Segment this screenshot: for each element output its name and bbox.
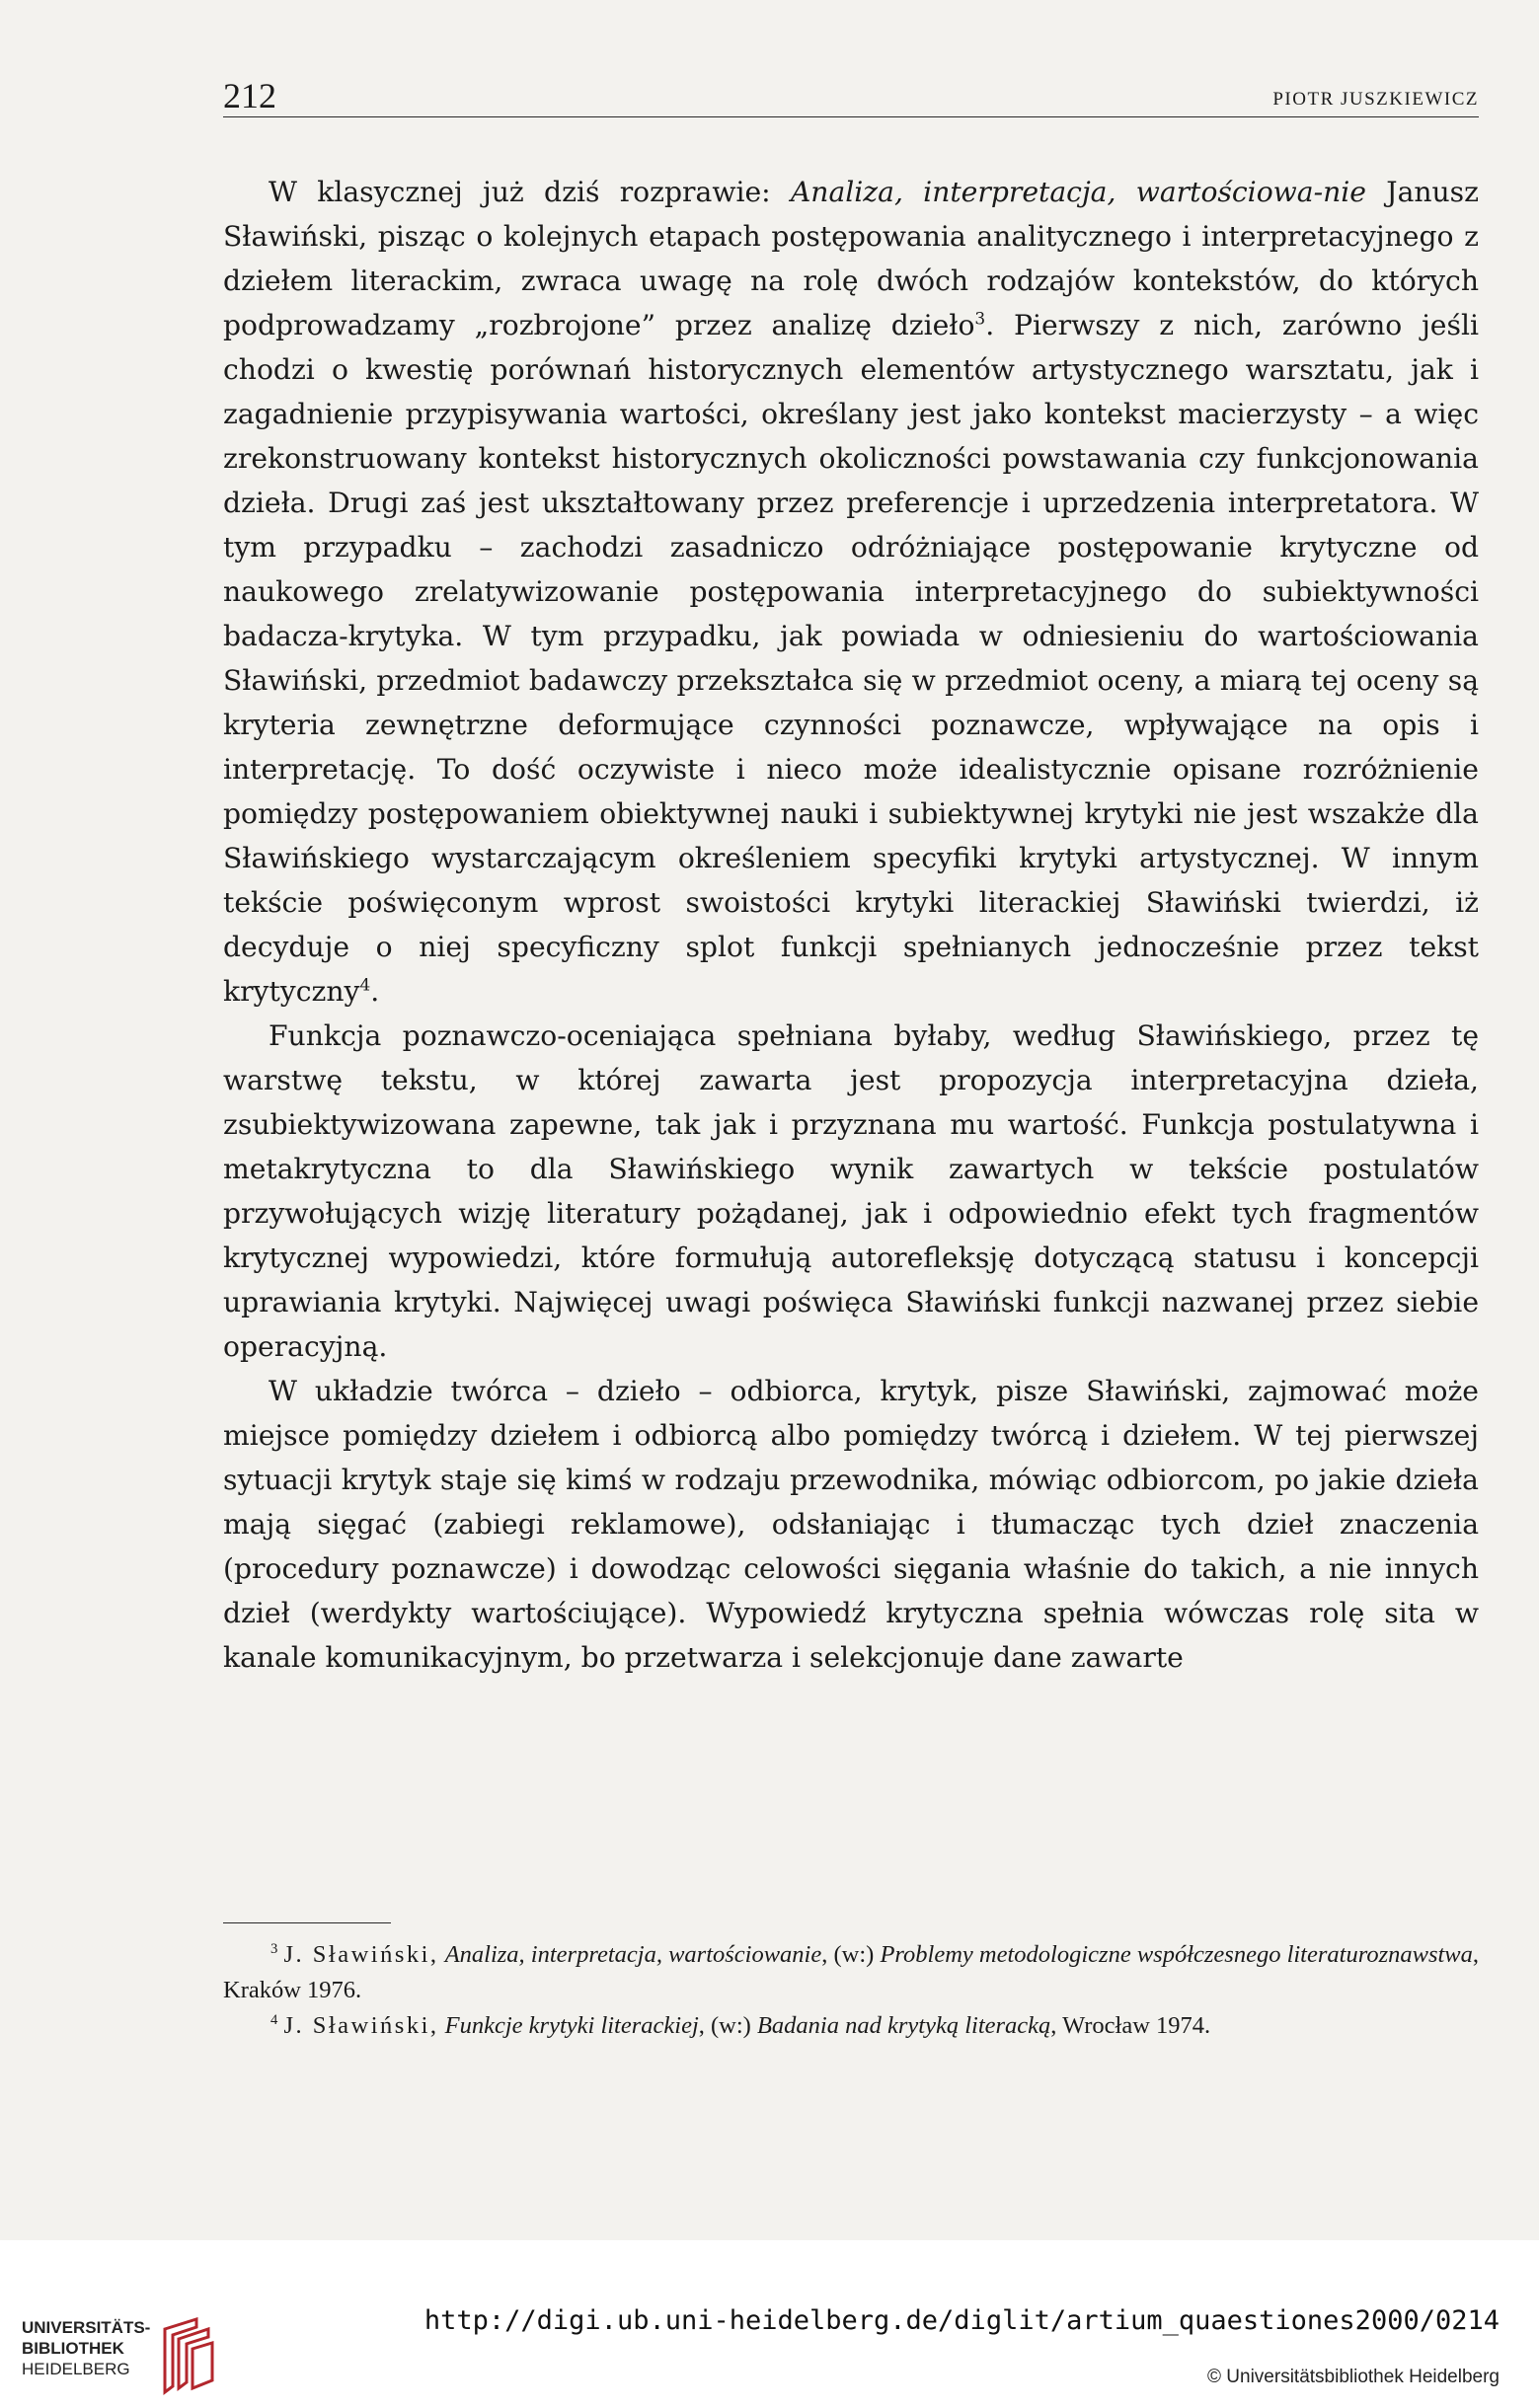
footnote-author: J. Sławiński,	[283, 1941, 439, 1968]
footnote-ref-3: 3	[974, 308, 986, 329]
footnote-title: Funkcje krytyki literackiej	[444, 2012, 699, 2039]
footnote-3	[223, 1937, 1479, 2008]
logo-line-3: HEIDELBERG	[22, 2360, 130, 2378]
page-header	[223, 71, 1479, 117]
logo-line-2: BIBLIOTHEK	[22, 2339, 124, 2358]
paragraph-3: W układzie twórca – dzieło – odbiorca, krytyk, pisze Sławiński, zajmować może miejsce pomiędzy dziełem i odbiorcą albo pomiędzy twórcą i dziełem. W tej pierwszej sytuacji krytyk staje się kimś w rodzaju przewodnika, mówiąc odbiorcom, po jakie dzieła mają sięgać (zabiegi reklamowe), odsłaniając i tłumacząc tych dzieł znaczenia (procedury poznawcze) i dowodząc celowości sięgania właśnie do takich, a nie innych dzieł (werdykty wartościujące). Wypowiedź krytyczna spełnia wówczas rolę sita w kanale komunikacyjnym, bo przetwarza i selekcjonuje dane zawarte	[223, 1375, 1479, 1674]
p1-text-b: Janusz Sławiński, pisząc o kolejnych etapach postępowania analitycznego i interpretacyjnego z dziełem literackim, zwraca uwagę na rolę dwóch rodzajów kontekstów, do których podprowadzamy „rozbrojone” przez analizę dzieło	[223, 176, 1479, 341]
p1-text-d: .	[370, 975, 380, 1008]
page-number: 212	[223, 76, 276, 115]
footnote-number: 4	[270, 2011, 278, 2028]
p1-text-c: . Pierwszy z nich, zarówno jeśli chodzi o kwestię porównań historycznych elementów artystycznego warsztatu, jak i zagadnienie przypisywania wartości, określany jest jako kontekst macierzysty – a więc zrekonstruowany kontekst historycznych okoliczności powstawania czy funkcjonowania dzieła. Drugi zaś jest ukształtowany przez preferencje i uprzedzenia interpretatora. W tym przypadku – zachodzi zasadniczo odróżniające postępowanie krytyczne od naukowego zrelatywizowanie postępowania interpretacyjnego do subiektywności badacza-krytyka. W tym przypadku, jak powiada w odniesieniu do wartościowania Sławiński, przedmiot badawczy przekształca się w przedmiot oceny, a miarą tej oceny są kryteria zewnętrzne deformujące czynności poznawcze, wpływające na opis i interpretację. To dość oczywiste i nieco może idealistycznie opisane rozróżnienie pomiędzy postępowaniem obiektywnej nauki i subiektywnej krytyki nie jest wszakże dla Sławińskiego wystarczającym określeniem specyfiki krytyki artystycznej. W innym tekście poświęconym wprost swoistości krytyki literackiej Sławiński twierdzi, iż decyduje o niej specyficzny splot funkcji spełnianych jednocześnie przez tekst krytyczny	[223, 309, 1479, 1008]
footnote-title: Analiza, interpretacja, wartościowanie	[444, 1941, 822, 1968]
p1-title-italic: Analiza, interpretacja, wartościowa-nie	[790, 176, 1366, 208]
footnotes	[223, 1937, 1479, 2044]
footnote-text: , (w:)	[698, 2012, 757, 2039]
paragraph-2: Funkcja poznawczo-oceniająca spełniana byłaby, według Sławińskiego, przez tę warstwę tekstu, w której zawarta jest propozycja interpretacyjna dzieła, zsubiektywizowana zapewne, tak jak i przyznana mu wartość. Funkcja postulatywna i metakrytyczna to dla Sławińskiego wynik zawartych w tekście postulatów przywołujących wizję literatury pożądanej, jak i odpowiednio efekt tych fragmentów krytycznej wypowiedzi, które formułują autorefleksję dotyczącą statusu i koncepcji uprawiania krytyki. Najwięcej uwagi poświęca Sławiński funkcji nazwanej przez siebie operacyjną.	[223, 1019, 1479, 1363]
footnote-ref-4: 4	[359, 974, 371, 995]
copyright-notice: © Universitätsbibliothek Heidelberg	[1207, 2367, 1500, 2387]
library-logo[interactable]	[22, 2317, 219, 2396]
footnote-source: Badania nad krytyką literacką	[756, 2012, 1051, 2039]
running-head: PIOTR JUSZKIEWICZ	[1272, 89, 1479, 110]
footnote-text: , Kraków 1976.	[223, 1941, 1480, 2003]
page-url[interactable]: http://digi.ub.uni-heidelberg.de/diglit/artium_quaestiones2000/0214	[423, 2305, 1500, 2336]
footnote-number: 3	[270, 1940, 278, 1957]
logo-text	[22, 2317, 150, 2379]
p1-text-a: W klasycznej już dziś rozprawie:	[269, 176, 791, 208]
logo-line-1: UNIVERSITÄTS-	[22, 2318, 151, 2337]
footnote-source: Problemy metodologiczne współczesnego literaturoznawstwa	[880, 1941, 1473, 1968]
body-text	[223, 170, 1479, 1680]
footnote-4	[223, 2008, 1479, 2044]
footnote-author: J. Sławiński,	[283, 2012, 439, 2039]
footnote-rule	[223, 1922, 391, 1923]
footnote-text: , Wrocław 1974.	[1050, 2012, 1211, 2039]
paragraph-1	[223, 170, 1479, 1014]
footnote-text: , (w:)	[821, 1941, 881, 1968]
library-emblem-icon	[157, 2317, 216, 2396]
